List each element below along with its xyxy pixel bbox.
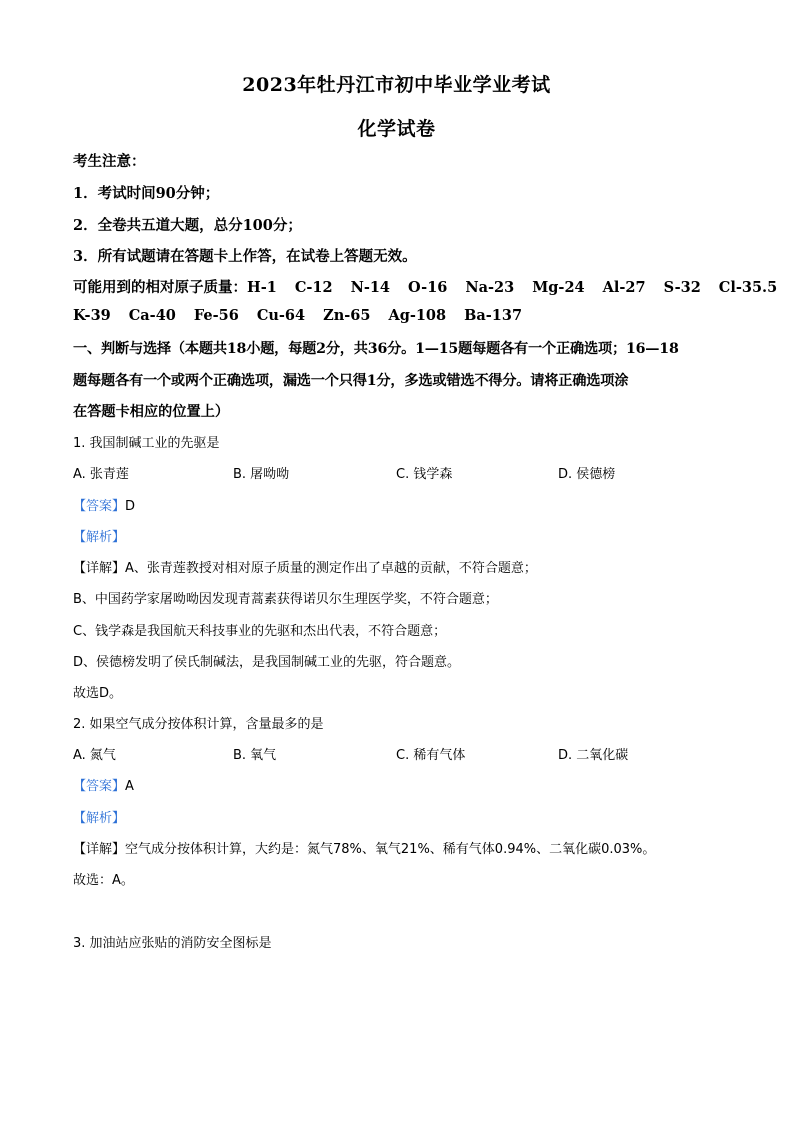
notice-heading: 考生注意： [73,153,146,170]
atomic-mass-label: 可能用到的相对原子质量： [73,279,247,296]
atomic-mass-line-2 [73,307,733,324]
answer-value: D [125,499,136,514]
detail-tag: 【详解】 [73,561,126,576]
atomic-mass: Ca-40 [128,307,176,324]
atomic-mass: S-32 [663,279,701,296]
atomic-mass: Zn-65 [323,307,371,324]
exam-title: 2023年牡丹江市初中毕业学业考试 [242,74,551,96]
section1-instructions-2: 题每题各有一个或两个正确选项，漏选一个只得1分，多选或错选不得分。请将正确选项涂 [73,373,629,389]
atomic-mass: Al-27 [602,279,646,296]
atomic-mass: Mg-24 [532,279,585,296]
question-1-answer [73,495,733,514]
question-2-stem: 2. 如果空气成分按体积计算，含量最多的是 [73,717,324,732]
atomic-mass: N-14 [350,279,391,296]
question-1-detail-1 [73,557,733,576]
notice-item-1: 1．考试时间90分钟； [73,185,220,202]
question-1-conclusion: 故选D。 [73,686,123,701]
question-1-detail-2: B、中国药学家屠呦呦因发现青蒿素获得诺贝尔生理医学奖，不符合题意； [73,592,498,607]
option-a: A. 氮气 [73,748,116,763]
question-1-detail-4: D、侯德榜发明了侯氏制碱法，是我国制碱工业的先驱，符合题意。 [73,655,461,670]
detail-text: A、张青莲教授对相对原子质量的测定作出了卓越的贡献，不符合题意； [125,561,537,576]
question-2-conclusion: 故选：A。 [73,873,134,888]
question-2-detail-1 [73,838,733,857]
notice-item-3: 3．所有试题请在答题卡上作答，在试卷上答题无效。 [73,248,417,265]
question-1-stem: 1. 我国制碱工业的先驱是 [73,436,220,451]
answer-tag: 【答案】 [73,779,126,794]
option-d: D. 二氧化碳 [558,748,629,763]
atomic-mass: Ba-137 [464,307,523,324]
option-b: B. 氧气 [233,748,277,763]
option-c: C. 稀有气体 [396,748,466,763]
answer-tag: 【答案】 [73,499,126,514]
exam-subtitle: 化学试卷 [357,118,436,140]
atomic-mass: K-39 [73,307,111,324]
atomic-mass: Fe-56 [193,307,239,324]
notice-item-2: 2．全卷共五道大题，总分100分； [73,217,302,234]
atomic-mass: O-16 [408,279,448,296]
option-c: C. 钱学森 [396,467,453,482]
analysis-tag: 【解析】 [73,530,126,545]
atomic-mass: Cl-35.5 [718,279,778,296]
answer-value: A [125,779,134,794]
detail-text: 空气成分按体积计算，大约是：氮气78%、氧气21%、稀有气体0.94%、二氧化碳0.03%。 [125,842,656,857]
atomic-mass-line-1 [73,276,778,297]
question-3-stem: 3. 加油站应张贴的消防安全图标是 [73,936,272,951]
question-2-answer [73,775,733,794]
section1-instructions-1: 一、判断与选择（本题共18小题，每题2分，共36分。1—15题每题各有一个正确选项；16—18 [73,341,679,357]
section1-instructions-3: 在答题卡相应的位置上） [73,404,230,420]
question-2-analysis [73,807,733,826]
atomic-mass: Na-23 [465,279,515,296]
question-2-options [73,744,733,764]
question-1-analysis [73,526,733,545]
analysis-tag: 【解析】 [73,811,126,826]
atomic-mass: Cu-64 [256,307,306,324]
atomic-mass: Ag-108 [388,307,447,324]
question-1-detail-3: C、钱学森是我国航天科技事业的先驱和杰出代表，不符合题意； [73,624,447,639]
option-d: D. 侯德榜 [558,467,616,482]
atomic-mass: C-12 [294,279,333,296]
option-a: A. 张青莲 [73,467,129,482]
question-1-options [73,463,733,483]
atomic-mass: H-1 [247,279,277,296]
detail-tag: 【详解】 [73,842,126,857]
option-b: B. 屠呦呦 [233,467,290,482]
